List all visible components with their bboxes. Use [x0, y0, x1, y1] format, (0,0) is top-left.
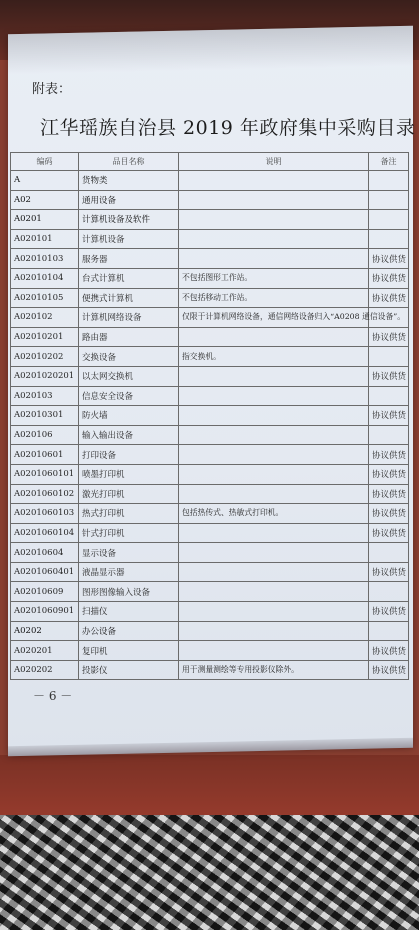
cell-code: A020101: [11, 229, 79, 249]
cell-code: A0201060401: [11, 562, 79, 582]
cell-note: [369, 171, 409, 191]
cell-description: 不包括图形工作站。: [179, 268, 369, 288]
cell-description: 仅限于计算机网络设备，通信网络设备归入“A0208 通信设备”。: [179, 308, 369, 328]
cell-description: [179, 641, 369, 661]
cell-name: 计算机网络设备: [79, 308, 179, 328]
cell-description: [179, 543, 369, 563]
cell-name: 激光打印机: [79, 484, 179, 504]
cell-description: 用于测量测绘等专用投影仪除外。: [179, 660, 369, 680]
cell-note: 协议供货: [369, 660, 409, 680]
cell-code: A02010104: [11, 268, 79, 288]
cell-description: [179, 523, 369, 543]
paper-shadow: [8, 26, 413, 74]
cell-note: [369, 210, 409, 230]
cell-description: [179, 464, 369, 484]
cell-name: 以太网交换机: [79, 366, 179, 386]
table-row: [11, 406, 409, 426]
cell-description: [179, 621, 369, 641]
cell-note: [369, 386, 409, 406]
cell-note: 协议供货: [369, 366, 409, 386]
column-header-description: 说明: [179, 153, 369, 171]
table-row: [11, 386, 409, 406]
procurement-table: [10, 152, 409, 680]
cell-note: [369, 582, 409, 602]
cell-name: 打印设备: [79, 445, 179, 465]
table-row: [11, 249, 409, 269]
cell-code: A020103: [11, 386, 79, 406]
cell-name: 投影仪: [79, 660, 179, 680]
cell-description: [179, 386, 369, 406]
column-header-name: 品目名称: [79, 153, 179, 171]
cell-name: 扫描仪: [79, 602, 179, 622]
cell-note: [369, 229, 409, 249]
cell-code: A02010301: [11, 406, 79, 426]
cell-name: 喷墨打印机: [79, 464, 179, 484]
table-row: [11, 543, 409, 563]
table-row: [11, 366, 409, 386]
cell-name: 路由器: [79, 327, 179, 347]
column-header-note: 备注: [369, 153, 409, 171]
cell-code: A0201060101: [11, 464, 79, 484]
cell-code: A0201060104: [11, 523, 79, 543]
cell-name: 热式打印机: [79, 504, 179, 524]
cell-code: A020102: [11, 308, 79, 328]
cell-name: 输入输出设备: [79, 425, 179, 445]
cell-description: [179, 229, 369, 249]
cell-name: 复印机: [79, 641, 179, 661]
cell-code: A0202: [11, 621, 79, 641]
cell-description: [179, 190, 369, 210]
table-row: [11, 445, 409, 465]
cell-code: A02010105: [11, 288, 79, 308]
table-row: [11, 425, 409, 445]
table-row: [11, 641, 409, 661]
cell-name: 便携式计算机: [79, 288, 179, 308]
cell-code: A02010103: [11, 249, 79, 269]
cell-name: 液晶显示器: [79, 562, 179, 582]
table-row: [11, 523, 409, 543]
cell-code: A02010201: [11, 327, 79, 347]
table-row: [11, 288, 409, 308]
cell-note: 协议供货: [369, 406, 409, 426]
table-row: [11, 602, 409, 622]
page-number: － 6 －: [33, 689, 73, 703]
table-row: [11, 660, 409, 680]
cell-name: 台式计算机: [79, 268, 179, 288]
cell-note: 协议供货: [369, 523, 409, 543]
cell-description: [179, 366, 369, 386]
cell-description: [179, 406, 369, 426]
table-row: [11, 229, 409, 249]
cell-name: 显示设备: [79, 543, 179, 563]
cell-code: A02010601: [11, 445, 79, 465]
cell-description: [179, 171, 369, 191]
cell-code: A0201060103: [11, 504, 79, 524]
cell-note: 协议供货: [369, 504, 409, 524]
cell-note: 协议供货: [369, 641, 409, 661]
cell-code: A0201020201: [11, 366, 79, 386]
cell-name: 交换设备: [79, 347, 179, 367]
cell-code: A02010604: [11, 543, 79, 563]
cell-note: 协议供货: [369, 327, 409, 347]
cell-name: 通用设备: [79, 190, 179, 210]
cell-name: 服务器: [79, 249, 179, 269]
table-row: [11, 621, 409, 641]
cell-code: A0201: [11, 210, 79, 230]
cell-description: 指交换机。: [179, 347, 369, 367]
table-row: [11, 562, 409, 582]
table-row: [11, 484, 409, 504]
cell-name: 计算机设备及软件: [79, 210, 179, 230]
cell-code: A020202: [11, 660, 79, 680]
table-row: [11, 327, 409, 347]
cell-name: 防火墙: [79, 406, 179, 426]
cell-description: [179, 484, 369, 504]
cell-code: A02010609: [11, 582, 79, 602]
carpet: [0, 815, 419, 930]
cell-note: 协议供货: [369, 288, 409, 308]
column-header-code: 编码: [11, 153, 79, 171]
table-row: [11, 210, 409, 230]
background-floor: [0, 755, 419, 820]
table-row: [11, 308, 409, 328]
table-row: [11, 268, 409, 288]
table-row: [11, 504, 409, 524]
cell-code: A0201060901: [11, 602, 79, 622]
table-row: [11, 171, 409, 191]
cell-name: 货物类: [79, 171, 179, 191]
cell-description: [179, 602, 369, 622]
table-header-row: [11, 153, 409, 171]
cell-code: A0201060102: [11, 484, 79, 504]
table-row: [11, 347, 409, 367]
cell-description: [179, 210, 369, 230]
cell-note: [369, 621, 409, 641]
cell-code: A02010202: [11, 347, 79, 367]
cell-code: A: [11, 171, 79, 191]
cell-description: [179, 562, 369, 582]
cell-note: [369, 190, 409, 210]
cell-code: A02: [11, 190, 79, 210]
cell-description: 不包括移动工作站。: [179, 288, 369, 308]
cell-note: [369, 347, 409, 367]
cell-note: [369, 543, 409, 563]
cell-note: 协议供货: [369, 249, 409, 269]
cell-name: 图形图像输入设备: [79, 582, 179, 602]
attachment-heading: 附表：: [32, 82, 72, 97]
cell-name: 办公设备: [79, 621, 179, 641]
cell-name: 计算机设备: [79, 229, 179, 249]
cell-note: 协议供货: [369, 484, 409, 504]
cell-description: 包括热传式、热敏式打印机。: [179, 504, 369, 524]
cell-name: 针式打印机: [79, 523, 179, 543]
table-row: [11, 582, 409, 602]
cell-description: [179, 249, 369, 269]
cell-note: 协议供货: [369, 268, 409, 288]
cell-name: 信息安全设备: [79, 386, 179, 406]
cell-note: 协议供货: [369, 602, 409, 622]
cell-note: 协议供货: [369, 562, 409, 582]
page-title: 江华瑶族自治县 2019 年政府集中采购目录: [40, 117, 416, 139]
cell-description: [179, 445, 369, 465]
cell-code: A020106: [11, 425, 79, 445]
table-row: [11, 464, 409, 484]
table-row: [11, 190, 409, 210]
cell-description: [179, 425, 369, 445]
cell-note: 协议供货: [369, 464, 409, 484]
cell-note: [369, 425, 409, 445]
cell-description: [179, 582, 369, 602]
cell-note: 协议供货: [369, 445, 409, 465]
cell-code: A020201: [11, 641, 79, 661]
cell-description: [179, 327, 369, 347]
table-body: [11, 171, 409, 680]
